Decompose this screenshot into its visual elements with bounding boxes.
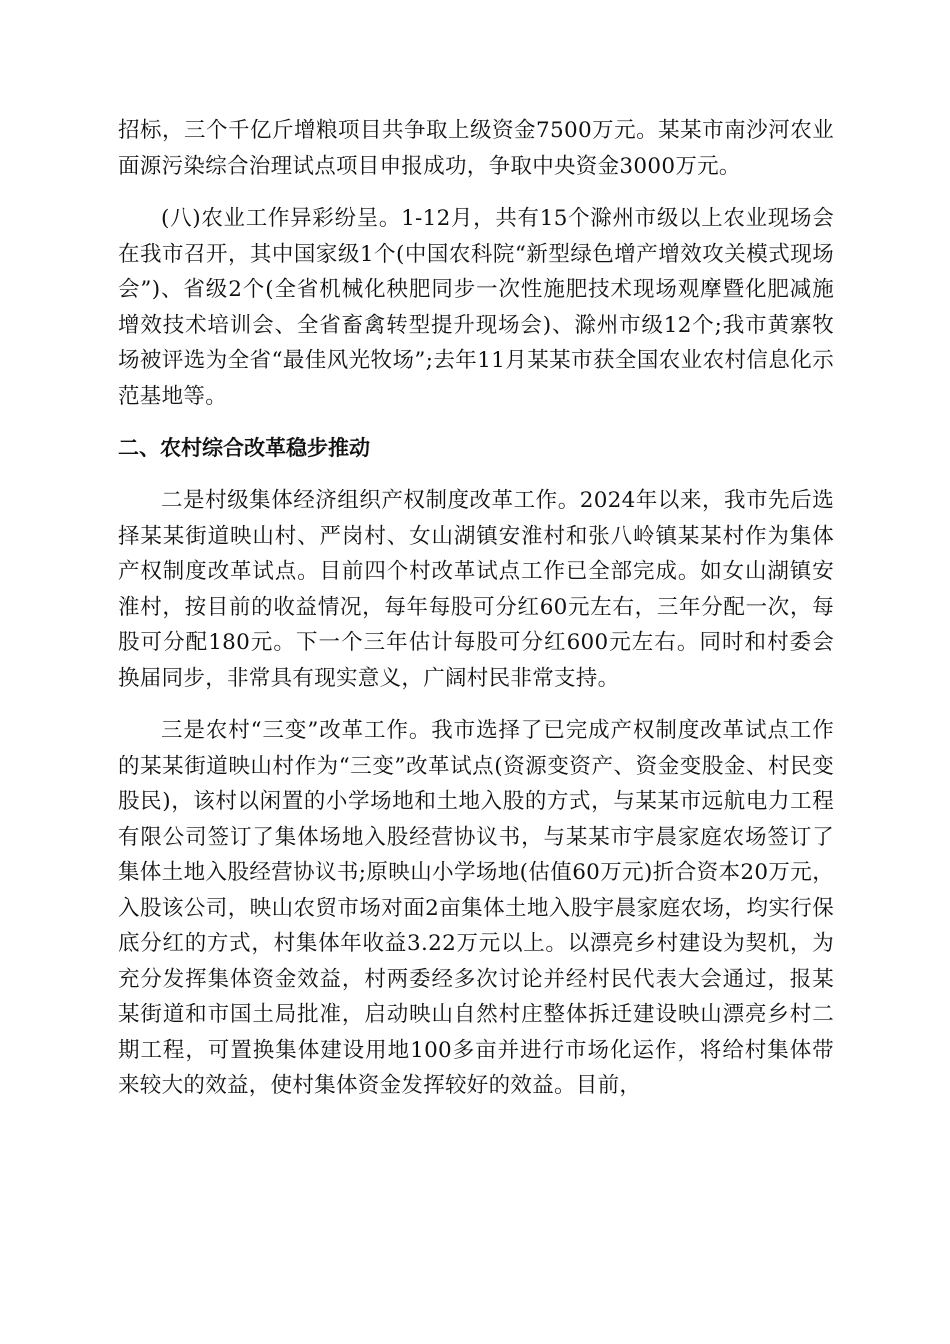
paragraph-agriculture-work: (八)农业工作异彩纷呈。1-12月，共有15个滁州市级以上农业现场会在我市召开，其中国家级1个(中国农科院“新型绿色增产增效攻关模式现场会”)、省级2个(全省机械化秧肥同步一次性施肥技术现场观摩暨化肥减施增效技术培训会、全省畜禽转型提升现场会)、滁州市级12个;我市黄寨牧场被评选为全省“最佳风光牧场”;去年11月某某市获全国农业农村信息化示范基地等。 (118, 206, 834, 409)
paragraph-funding-continued: 招标，三个千亿斤增粮项目共争取上级资金7500万元。某某市南沙河农业面源污染综合治理试点项目申报成功，争取中央资金3000万元。 (118, 118, 834, 179)
paragraph-property-rights-reform: 二是村级集体经济组织产权制度改革工作。2024年以来，我市先后选择某某街道映山村、严岗村、女山湖镇安淮村和张八岭镇某某村作为集体产权制度改革试点。目前四个村改革试点工作已全部完成。如女山湖镇安淮村，按目前的收益情况，每年每股可分红60元左右，三年分配一次，每股可分配180元。下一个三年估计每股可分红600元左右。同时和村委会换届同步，非常具有现实意义，广阔村民非常支持。 (118, 488, 834, 691)
document-body (118, 113, 834, 1121)
paragraph-three-changes-reform: 三是农村“三变”改革工作。我市选择了已完成产权制度改革试点工作的某某街道映山村作为“三变”改革试点(资源变资产、资金变股金、村民变股民)，该村以闲置的小学场地和土地入股的方式，与某某市远航电力工程有限公司签订了集体场地入股经营协议书，与某某市宇晨家庭农场签订了集体土地入股经营协议书;原映山小学场地(估值60万元)折合资本20万元，入股该公司，映山农贸市场对面2亩集体土地入股宇晨家庭农场，均实行保底分红的方式，村集体年收益3.22万元以上。以漂亮乡村建设为契机，为充分发挥集体资金效益，村两委经多次讨论并经村民代表大会通过，报某某街道和市国土局批准，启动映山自然村庄整体拆迁建设映山漂亮乡村二期工程，可置换集体建设用地100多亩并进行市场化运作，将给村集体带来较大的效益，使村集体资金发挥较好的效益。目前， (118, 718, 834, 1098)
section-heading-rural-reform: 二、农村综合改革稳步推动 (118, 436, 370, 460)
